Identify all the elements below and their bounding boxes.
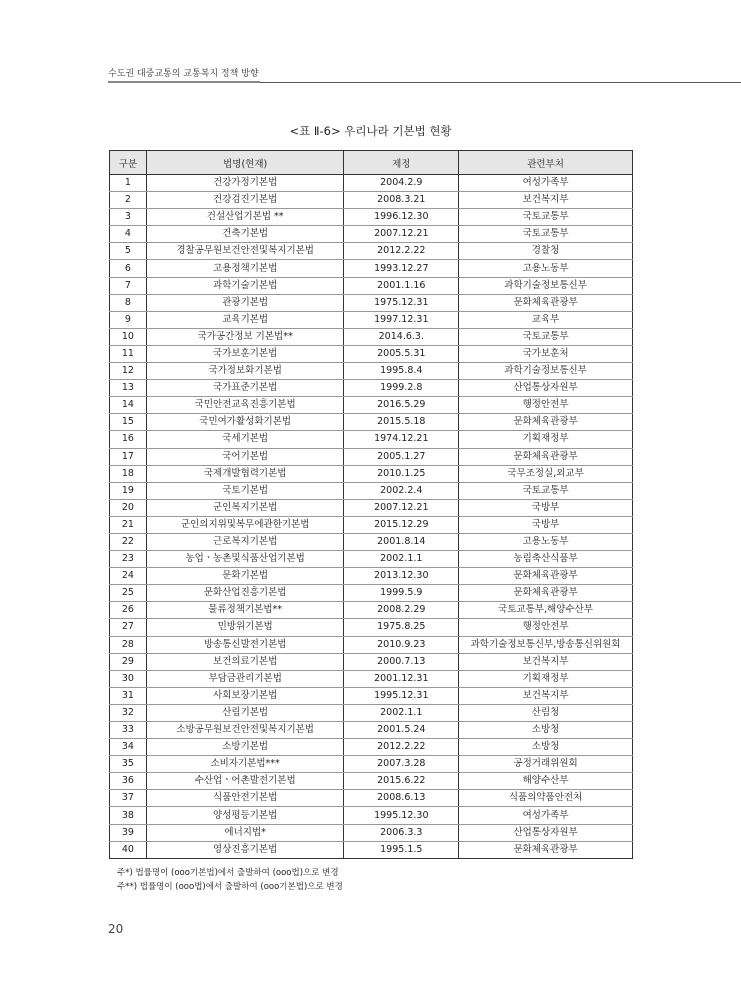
cell-enacted: 1995.12.31 (344, 687, 459, 704)
cell-enacted: 1993.12.27 (344, 260, 459, 277)
cell-enacted: 2007.3.28 (344, 756, 459, 773)
table-row (110, 756, 633, 773)
cell-enacted: 2001.8.14 (344, 533, 459, 550)
cell-ministry: 농림축산식품부 (459, 551, 633, 568)
cell-category: 39 (110, 824, 147, 841)
cell-ministry: 문화체육관광부 (459, 294, 633, 311)
cell-ministry: 행정안전부 (459, 619, 633, 636)
col-header-category: 구분 (110, 151, 147, 175)
table-row (110, 636, 633, 653)
cell-ministry: 기획재정부 (459, 670, 633, 687)
cell-law-name: 건강가정기본법 (146, 175, 344, 192)
cell-category: 10 (110, 328, 147, 345)
cell-enacted: 2016.5.29 (344, 397, 459, 414)
cell-law-name: 군인복지기본법 (146, 499, 344, 516)
cell-enacted: 2002.2.4 (344, 482, 459, 499)
cell-enacted: 2015.5.18 (344, 414, 459, 431)
cell-category: 35 (110, 756, 147, 773)
cell-ministry: 식품의약품안전처 (459, 790, 633, 807)
cell-law-name: 과학기술기본법 (146, 277, 344, 294)
table-row (110, 619, 633, 636)
cell-category: 3 (110, 209, 147, 226)
table-row (110, 260, 633, 277)
cell-law-name: 국민여가활성화기본법 (146, 414, 344, 431)
cell-law-name: 국가보훈기본법 (146, 345, 344, 362)
cell-enacted: 2000.7.13 (344, 653, 459, 670)
table-row (110, 192, 633, 209)
cell-category: 9 (110, 311, 147, 328)
cell-category: 7 (110, 277, 147, 294)
cell-enacted: 2008.2.29 (344, 602, 459, 619)
cell-law-name: 고용정책기본법 (146, 260, 344, 277)
table-caption: <표 Ⅱ-6> 우리나라 기본법 현황 (289, 124, 452, 138)
cell-category: 24 (110, 568, 147, 585)
cell-law-name: 사회보장기본법 (146, 687, 344, 704)
table-row (110, 431, 633, 448)
table-row (110, 653, 633, 670)
cell-law-name: 건강검진기본법 (146, 192, 344, 209)
table-row (110, 328, 633, 345)
cell-ministry: 과학기술정보통신부,방송통신위원회 (459, 636, 633, 653)
cell-category: 11 (110, 345, 147, 362)
cell-category: 16 (110, 431, 147, 448)
cell-category: 14 (110, 397, 147, 414)
note-1: 주*) 법률명이 (ooo기본법)에서 출발하여 (ooo법)으로 변경 (117, 868, 339, 878)
table-row (110, 294, 633, 311)
cell-enacted: 2014.6.3. (344, 328, 459, 345)
cell-enacted: 2001.1.16 (344, 277, 459, 294)
cell-ministry: 문화체육관광부 (459, 568, 633, 585)
cell-enacted: 2004.2.9 (344, 175, 459, 192)
cell-enacted: 1995.1.5 (344, 841, 459, 858)
cell-ministry: 공정거래위원회 (459, 756, 633, 773)
table-row (110, 670, 633, 687)
cell-enacted: 2015.6.22 (344, 773, 459, 790)
table-row (110, 773, 633, 790)
cell-category: 4 (110, 226, 147, 243)
table-row (110, 841, 633, 858)
cell-ministry: 소방청 (459, 739, 633, 756)
cell-law-name: 문화기본법 (146, 568, 344, 585)
cell-category: 22 (110, 533, 147, 550)
table-row (110, 465, 633, 482)
cell-law-name: 경찰공무원보건안전및복지기본법 (146, 243, 344, 260)
table-row (110, 175, 633, 192)
cell-enacted: 1975.12.31 (344, 294, 459, 311)
table-row (110, 345, 633, 362)
cell-law-name: 문화산업진흥기본법 (146, 585, 344, 602)
cell-law-name: 양성평등기본법 (146, 807, 344, 824)
running-header: 수도권 대중교통의 교통복지 정책 방향 (108, 69, 259, 79)
cell-law-name: 국가정보화기본법 (146, 363, 344, 380)
table-row (110, 807, 633, 824)
cell-category: 37 (110, 790, 147, 807)
cell-enacted: 2012.2.22 (344, 739, 459, 756)
table-row (110, 311, 633, 328)
cell-ministry: 국토교통부 (459, 328, 633, 345)
cell-ministry: 문화체육관광부 (459, 585, 633, 602)
cell-law-name: 관광기본법 (146, 294, 344, 311)
cell-ministry: 고용노동부 (459, 260, 633, 277)
cell-ministry: 경찰청 (459, 243, 633, 260)
cell-law-name: 근로복지기본법 (146, 533, 344, 550)
cell-enacted: 2005.5.31 (344, 345, 459, 362)
cell-category: 2 (110, 192, 147, 209)
cell-category: 31 (110, 687, 147, 704)
cell-category: 27 (110, 619, 147, 636)
cell-category: 33 (110, 722, 147, 739)
cell-law-name: 국어기본법 (146, 448, 344, 465)
cell-law-name: 교육기본법 (146, 311, 344, 328)
cell-enacted: 1995.12.30 (344, 807, 459, 824)
cell-ministry: 보건복지부 (459, 687, 633, 704)
cell-law-name: 소비자기본법*** (146, 756, 344, 773)
cell-category: 30 (110, 670, 147, 687)
cell-enacted: 2013.12.30 (344, 568, 459, 585)
cell-ministry: 산업통상자원부 (459, 824, 633, 841)
cell-category: 15 (110, 414, 147, 431)
table-row (110, 209, 633, 226)
cell-ministry: 산림청 (459, 704, 633, 721)
table-row (110, 568, 633, 585)
table-row (110, 704, 633, 721)
cell-law-name: 소방공무원보건안전및복지기본법 (146, 722, 344, 739)
basic-law-table (109, 150, 633, 859)
cell-enacted: 1995.8.4 (344, 363, 459, 380)
cell-enacted: 1996.12.30 (344, 209, 459, 226)
cell-enacted: 2001.5.24 (344, 722, 459, 739)
table-row (110, 397, 633, 414)
cell-ministry: 여성가족부 (459, 175, 633, 192)
cell-ministry: 소방청 (459, 722, 633, 739)
cell-category: 19 (110, 482, 147, 499)
table-notes (117, 866, 343, 894)
cell-ministry: 산업통상자원부 (459, 380, 633, 397)
cell-category: 1 (110, 175, 147, 192)
cell-law-name: 국가공간정보 기본법** (146, 328, 344, 345)
cell-enacted: 2007.12.21 (344, 499, 459, 516)
col-header-law-name: 법명(현재) (146, 151, 344, 175)
cell-law-name: 국민안전교육진흥기본법 (146, 397, 344, 414)
cell-category: 21 (110, 516, 147, 533)
cell-category: 12 (110, 363, 147, 380)
cell-category: 18 (110, 465, 147, 482)
cell-category: 36 (110, 773, 147, 790)
cell-ministry: 문화체육관광부 (459, 414, 633, 431)
col-header-enacted: 제정 (344, 151, 459, 175)
cell-category: 17 (110, 448, 147, 465)
table-row (110, 482, 633, 499)
cell-enacted: 2015.12.29 (344, 516, 459, 533)
cell-enacted: 2012.2.22 (344, 243, 459, 260)
cell-category: 6 (110, 260, 147, 277)
cell-category: 28 (110, 636, 147, 653)
cell-ministry: 해양수산부 (459, 773, 633, 790)
cell-enacted: 2010.1.25 (344, 465, 459, 482)
cell-ministry: 과학기술정보통신부 (459, 277, 633, 294)
cell-ministry: 국가보훈처 (459, 345, 633, 362)
cell-law-name: 국토기본법 (146, 482, 344, 499)
cell-ministry: 국토교통부 (459, 482, 633, 499)
cell-law-name: 소방기본법 (146, 739, 344, 756)
cell-ministry: 행정안전부 (459, 397, 633, 414)
cell-law-name: 국제개발협력기본법 (146, 465, 344, 482)
cell-law-name: 산림기본법 (146, 704, 344, 721)
cell-enacted: 1999.2.8 (344, 380, 459, 397)
page-number: 20 (108, 922, 124, 936)
cell-ministry: 문화체육관광부 (459, 448, 633, 465)
cell-ministry: 국토교통부 (459, 209, 633, 226)
cell-ministry: 국방부 (459, 499, 633, 516)
table-row (110, 226, 633, 243)
cell-ministry: 국방부 (459, 516, 633, 533)
table-row (110, 499, 633, 516)
cell-enacted: 2005.1.27 (344, 448, 459, 465)
cell-law-name: 수산업ㆍ어촌발전기본법 (146, 773, 344, 790)
cell-law-name: 군인의지위및복무에관한기본법 (146, 516, 344, 533)
cell-ministry: 기획재정부 (459, 431, 633, 448)
table-row (110, 414, 633, 431)
cell-ministry: 보건복지부 (459, 192, 633, 209)
table-row (110, 551, 633, 568)
cell-law-name: 농업ㆍ농촌및식품산업기본법 (146, 551, 344, 568)
cell-ministry: 교육부 (459, 311, 633, 328)
table-row (110, 363, 633, 380)
cell-law-name: 부담금관리기본법 (146, 670, 344, 687)
table-row (110, 448, 633, 465)
cell-enacted: 2008.6.13 (344, 790, 459, 807)
cell-ministry: 국토교통부 (459, 226, 633, 243)
cell-ministry: 국무조정실,외교부 (459, 465, 633, 482)
table-row (110, 516, 633, 533)
table-row (110, 722, 633, 739)
cell-category: 26 (110, 602, 147, 619)
cell-law-name: 물류정책기본법** (146, 602, 344, 619)
cell-category: 40 (110, 841, 147, 858)
cell-category: 8 (110, 294, 147, 311)
cell-category: 32 (110, 704, 147, 721)
cell-enacted: 1997.12.31 (344, 311, 459, 328)
cell-category: 20 (110, 499, 147, 516)
cell-law-name: 국세기본법 (146, 431, 344, 448)
cell-ministry: 고용노동부 (459, 533, 633, 550)
col-header-ministry: 관련부처 (459, 151, 633, 175)
cell-category: 25 (110, 585, 147, 602)
cell-category: 23 (110, 551, 147, 568)
cell-law-name: 건설산업기본법 ** (146, 209, 344, 226)
cell-enacted: 1999.5.9 (344, 585, 459, 602)
table-row (110, 277, 633, 294)
cell-law-name: 영상진흥기본법 (146, 841, 344, 858)
table-row (110, 739, 633, 756)
cell-enacted: 2002.1.1 (344, 704, 459, 721)
cell-enacted: 2006.3.3 (344, 824, 459, 841)
table-body (110, 175, 633, 859)
cell-law-name: 방송통신발전기본법 (146, 636, 344, 653)
cell-enacted: 2002.1.1 (344, 551, 459, 568)
cell-law-name: 보건의료기본법 (146, 653, 344, 670)
cell-enacted: 1975.8.25 (344, 619, 459, 636)
cell-ministry: 보건복지부 (459, 653, 633, 670)
cell-law-name: 국가표준기본법 (146, 380, 344, 397)
table-row (110, 380, 633, 397)
cell-enacted: 1974.12.21 (344, 431, 459, 448)
cell-law-name: 에너지법* (146, 824, 344, 841)
note-2: 주**) 법률명이 (ooo법)에서 출발하여 (ooo기본법)으로 변경 (117, 882, 343, 892)
table-header-row (110, 151, 633, 175)
header-rule-accent (108, 81, 260, 83)
table-row (110, 585, 633, 602)
cell-law-name: 민방위기본법 (146, 619, 344, 636)
table-row (110, 687, 633, 704)
cell-category: 29 (110, 653, 147, 670)
cell-category: 5 (110, 243, 147, 260)
table-row (110, 533, 633, 550)
cell-category: 34 (110, 739, 147, 756)
cell-enacted: 2001.12.31 (344, 670, 459, 687)
table-row (110, 824, 633, 841)
cell-ministry: 국토교통부,해양수산부 (459, 602, 633, 619)
cell-ministry: 문화체육관광부 (459, 841, 633, 858)
cell-category: 13 (110, 380, 147, 397)
cell-category: 38 (110, 807, 147, 824)
cell-ministry: 여성가족부 (459, 807, 633, 824)
table-row (110, 790, 633, 807)
table-row (110, 243, 633, 260)
cell-enacted: 2007.12.21 (344, 226, 459, 243)
cell-enacted: 2010.9.23 (344, 636, 459, 653)
cell-ministry: 과학기술정보통신부 (459, 363, 633, 380)
cell-law-name: 건축기본법 (146, 226, 344, 243)
table-row (110, 602, 633, 619)
cell-enacted: 2008.3.21 (344, 192, 459, 209)
cell-law-name: 식품안전기본법 (146, 790, 344, 807)
